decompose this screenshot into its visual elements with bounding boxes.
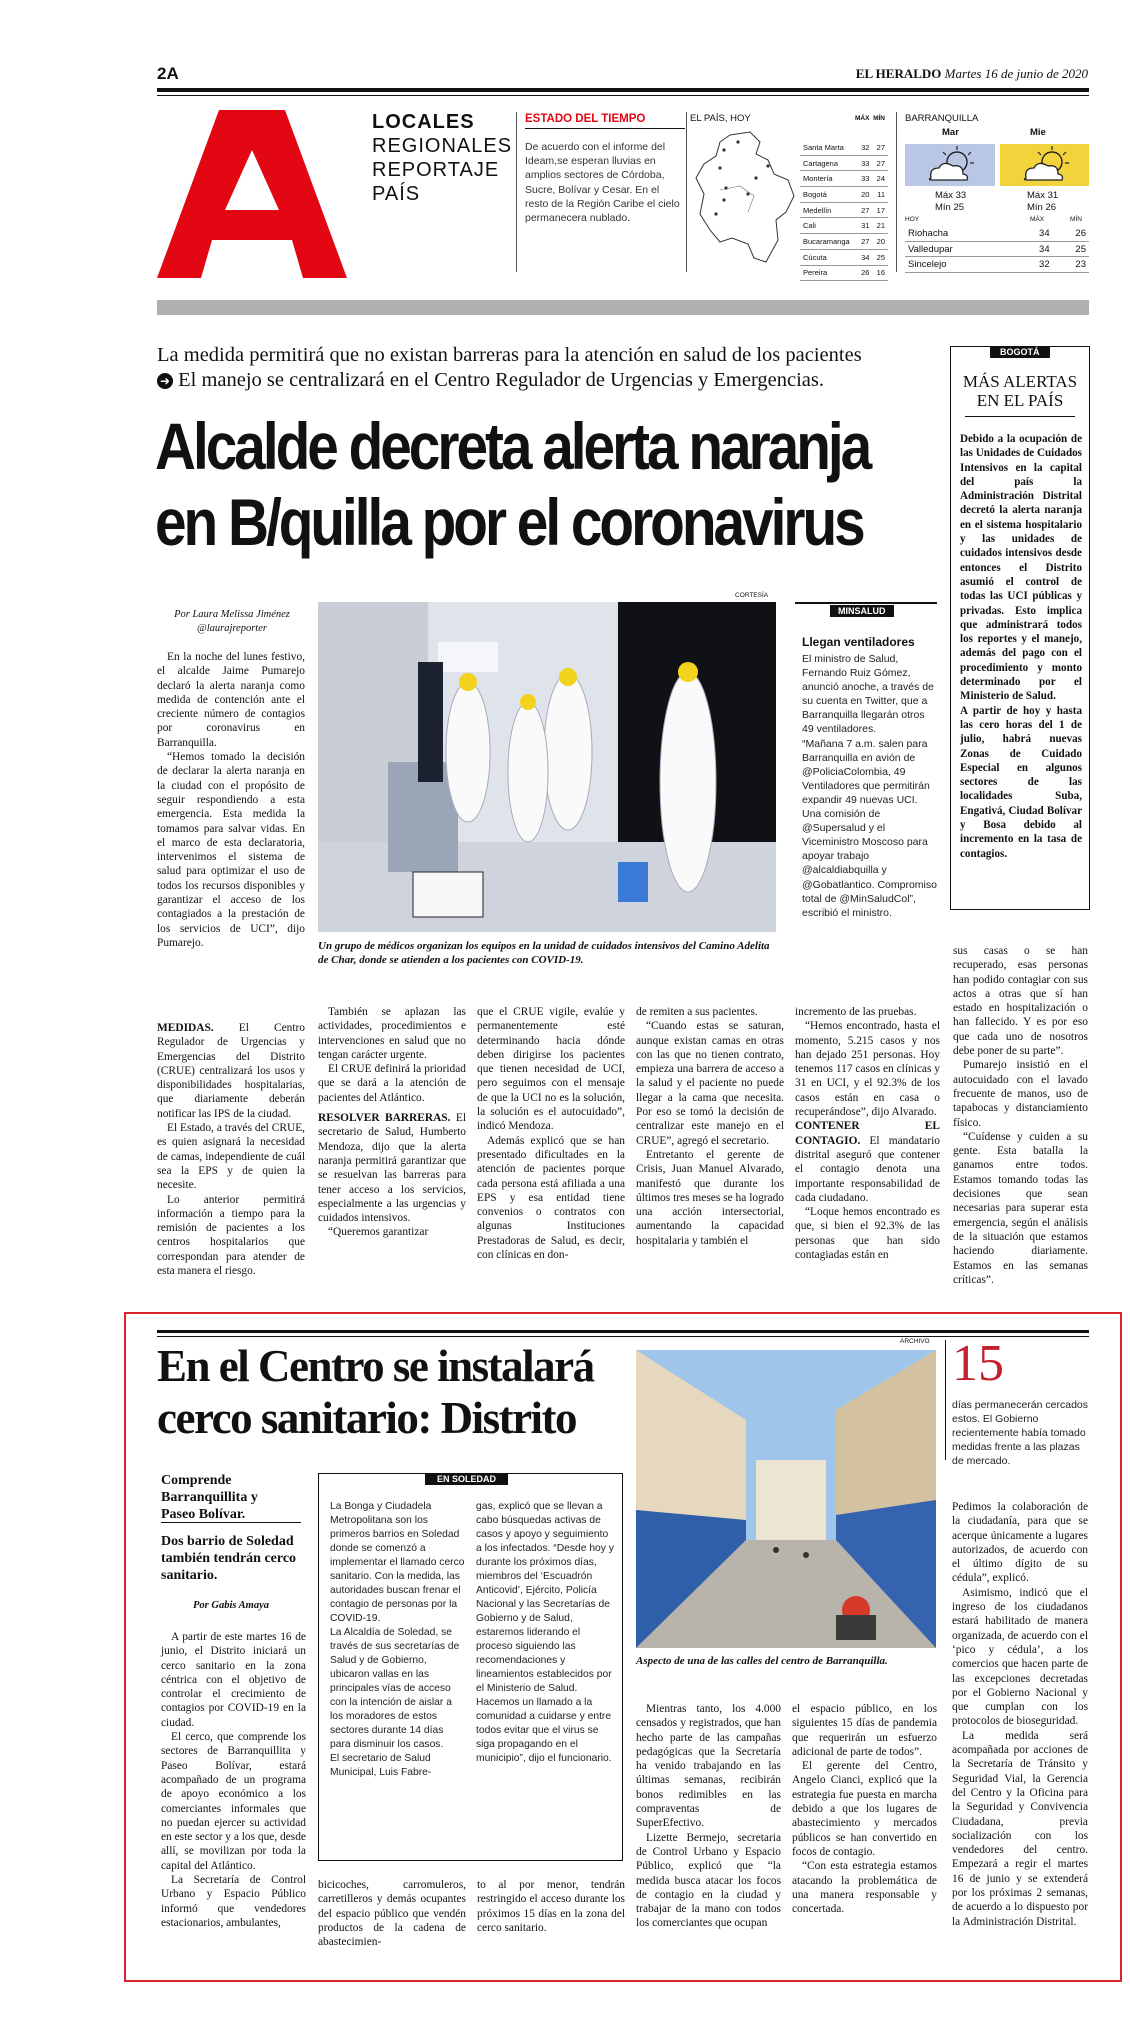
- main-col-1: [157, 650, 305, 950]
- min-temp: 11: [872, 187, 888, 203]
- bogota-body: [960, 432, 1082, 861]
- min-label: MÍN: [873, 115, 885, 122]
- bogota-title: [950, 372, 1090, 410]
- section-reportaje[interactable]: REPORTAJE: [372, 159, 500, 181]
- max-label: MÁX: [1030, 216, 1045, 223]
- weather-row: [800, 218, 888, 234]
- headline-line-2: cerco sanitario: Distrito: [157, 1393, 577, 1443]
- day2-min: Mín 26: [1027, 202, 1057, 213]
- para: Entretanto el gerente de Crisis, Juan Manuel Alvarado, manifestó que durante los últimos tres meses se ha logrado una acción intersectorial, aumentando la capacidad hospitalaria y también el: [636, 1148, 784, 1247]
- para: “Cuídense y cuiden a su gente. Esta batalla la ganamos entre todos. Estamos tomando todas las decisiones que sean necesarias para superar esta emergencia, según el análisis de la situación que estamos haciendo diariamente. Estamos en las semanas críticas”.: [953, 1130, 1088, 1286]
- max-temp: 34: [1016, 226, 1052, 241]
- min-temp: 24: [872, 171, 888, 187]
- byline: [162, 608, 302, 636]
- city-name: Pereira: [800, 265, 857, 281]
- minsalud-tag-rule: [795, 602, 937, 604]
- big-number-text: días permanecerán cercados estos. El Gobierno recientemente había tomado medidas frente a las plazas de mercado.: [952, 1399, 1088, 1467]
- para: El secretario de Salud Municipal, Luis Fabre-: [330, 1753, 432, 1778]
- country-title: EL PAÍS, HOY: [690, 113, 751, 124]
- section-pais[interactable]: PAÍS: [372, 183, 421, 205]
- colombia-map: [690, 130, 800, 270]
- main-col-4: [636, 1005, 784, 1248]
- second-top-rule-thin: [157, 1336, 1089, 1337]
- para: “Con esta estrategia estamos atacando la problemática de una manera responsable y concertada.: [792, 1860, 937, 1916]
- city-name: Montería: [800, 171, 857, 187]
- city-name: Valledupar: [905, 241, 1016, 257]
- para: La medida será acompañada por acciones de la Secretaría de Tránsito y Seguridad Vial, la Gerencia del Centro y la Oficina para la Seguridad y Convivencia Ciudadana, previa socialización con los vendedores del centro. Empezará a regir el martes 16 de junio y se extenderá por los próximas 2 semanas, de acuerdo a lo dispuesto por la Administración Distrital.: [952, 1729, 1088, 1928]
- para: “Queremos garantizar: [328, 1226, 429, 1239]
- para: El gerente del Centro, Angelo Cianci, explicó que la estrategia fue puesta en marcha debido a que los lugares de abastecimiento y mercados públicos se han convertido en focos de contagio.: [792, 1760, 937, 1858]
- max-temp: 33: [857, 155, 873, 171]
- para: Asimismo, indicó que el ingreso de los ciudadanos estará habilitado de manera organizada, de acuerdo con el ‘pico y cédula’, a los comercios que hacen parte de las excepciones decretadas por el Gobierno Nacional y que cumplan con los protocolos de bioseguridad.: [952, 1586, 1088, 1728]
- section-locales[interactable]: LOCALES: [372, 111, 475, 133]
- partly-cloudy-icon: [905, 144, 995, 186]
- para: incremento de las pruebas.: [795, 1006, 917, 1018]
- hoy-label: HOY: [905, 216, 920, 223]
- weather-row: [800, 249, 888, 265]
- min-temp: 17: [872, 202, 888, 218]
- kicker-2-text: El manejo se centralizará en el Centro Regulador de Urgencias y Emergencias.: [178, 369, 824, 391]
- sub-rule: [161, 1522, 301, 1523]
- icu-photo: [318, 602, 776, 932]
- para: Además explicó que se han presentado dificultades en la atención de pacientes porque cada persona está afiliada a una EPS y esa entidad tiene convenios o contratos con algunas Instituciones Prestadoras de Salud, es decir, con clínicas en don-: [477, 1134, 625, 1262]
- soledad-col-1: [330, 1500, 466, 1780]
- day1-max: Máx 33: [935, 190, 967, 201]
- min-temp: 26: [1053, 226, 1089, 241]
- second-sub-1: Comprende Barranquillita y Paseo Bolívar.: [161, 1473, 258, 1522]
- divider: [516, 112, 517, 272]
- min-temp: 25: [1053, 241, 1089, 257]
- byline-handle[interactable]: @laurajreporter: [197, 623, 267, 634]
- city-name: Bucaramanga: [800, 234, 857, 250]
- main-col-5: [795, 1005, 940, 1262]
- baq-day1-panel: [905, 144, 995, 186]
- baq-table-head: [905, 216, 1089, 223]
- weather-row: [800, 202, 888, 218]
- max-temp: 27: [857, 202, 873, 218]
- arrow-circle-icon: ➜: [157, 373, 173, 389]
- para: el espacio público, en los siguientes 15 días de pandemia que requerirán un esfuerzo adicional de parte de todos”.: [792, 1703, 937, 1758]
- city-name: Riohacha: [905, 226, 1016, 241]
- main-headline: [155, 408, 870, 560]
- big-number: 15: [952, 1335, 1004, 1392]
- min-temp: 25: [872, 249, 888, 265]
- weather-row: [800, 171, 888, 187]
- top-rule-thin: [157, 95, 1089, 96]
- para: Lo anterior permitirá información a tiempo para la remisión de pacientes a los centros hospitalarios que correspondan para atender de esta manera el riesgo.: [157, 1193, 305, 1278]
- para: A partir de este martes 16 de junio, el Distrito iniciará un cerco sanitario en la zona céntrica con el objetivo de controlar el crecimiento de contagios por COVID-19 en la ciudad.: [161, 1631, 306, 1729]
- bogota-title-1: MÁS ALERTAS: [962, 372, 1078, 391]
- min-temp: 23: [1053, 257, 1089, 273]
- paper-name: EL HERALDO: [855, 66, 942, 81]
- divider: [686, 112, 687, 272]
- main-photo: [318, 602, 776, 932]
- baq-day2: Mie: [1030, 127, 1046, 138]
- min-temp: 16: [872, 265, 888, 281]
- max-temp: 32: [857, 140, 873, 155]
- subhead: RESOLVER BARRERAS.: [318, 1112, 451, 1125]
- para: Pumarejo insistió en el autocuidado con el lavado frecuente de manos, uso de tapabocas y distanciamiento físico.: [953, 1059, 1088, 1129]
- photo-credit: CORTESÍA: [735, 592, 769, 599]
- date: Martes 16 de junio de 2020: [944, 66, 1088, 81]
- baq-day1: Mar: [942, 127, 959, 138]
- second-headline: [157, 1340, 637, 1444]
- para: El Estado, a través del CRUE, es quien asignará la necesidad de camas, independiente de cuál sea la EPS y de quien la necesite.: [157, 1122, 305, 1192]
- min-temp: 27: [872, 140, 888, 155]
- max-temp: 34: [1016, 241, 1052, 257]
- para-text: El Centro Regulador de Urgencias y Emergencias del Distrito (CRUE) centralizará los usos y disponibilidades hospitalarias, que diariamente deberán notificar las IPS de la ciudad.: [157, 1022, 305, 1120]
- kicker-1: La medida permitirá que no existan barreras para la atención en salud de los pacientes: [157, 344, 862, 366]
- day2-max: Máx 31: [1027, 190, 1059, 201]
- para: El cerco, que comprende los sectores de Barranquillita y Paseo Bolívar, estará acompañado de un programa de apoyo económico a los comerciantes informales que no puedan ejercer su actividad en este sector y a los que, desde allí, se movilizan por toda la capital del Atlántico.: [161, 1731, 306, 1872]
- partly-cloudy-icon: [1000, 144, 1089, 186]
- weather-row: [905, 257, 1089, 273]
- para: El CRUE definirá la prioridad que se dará a la atención de pacientes del Atlántico.: [318, 1063, 466, 1104]
- bogota-tag: BOGOTÁ: [990, 346, 1050, 358]
- max-temp: 20: [857, 187, 873, 203]
- main-col-6: [953, 944, 1088, 1287]
- weather-row: [800, 155, 888, 171]
- headline-line-2: en B/quilla por el coronavirus: [155, 485, 863, 559]
- city-name: Cartagena: [800, 155, 857, 171]
- main-col-1-bottom: [157, 1021, 305, 1278]
- para: La Alcaldía de Soledad, se través de sus secretarías de Salud y de Gobierno, ubicaron vallas en las principales vías de acceso con la intención de aislar a los moradores de estos sectores durante 14 días para disminuir los casos.: [330, 1627, 460, 1750]
- kicker-2: [157, 369, 927, 392]
- baq-day2-temps: [1027, 190, 1058, 214]
- second-col-5: [792, 1702, 937, 1916]
- para: La Secretaría de Control Urbano y Espacio Público informó que vendedores estacionarios, ambulantes,: [161, 1874, 306, 1929]
- para: to al por menor, tendrán restringido el acceso durante los próximos 15 días en la zona del cerco sanitario.: [477, 1879, 625, 1934]
- section-regionales[interactable]: REGIONALES: [372, 135, 513, 157]
- weather-title: ESTADO DEL TIEMPO: [525, 113, 646, 125]
- min-temp: 20: [872, 234, 888, 250]
- para: El ministro de Salud, Fernando Ruiz Gómez, anunció anoche, a través de su cuenta en Twitter, que a Barranquilla llegarán otros 49 ventiladores.: [802, 653, 934, 736]
- para: sus casas o se han recuperado, esas personas han podido contagiar con sus actos a otras que sí han estado en hospitalización o han fallecido. Y es por eso que cada uno de nosotros debe poner de su parte”.: [953, 945, 1088, 1058]
- country-table-head: [855, 115, 885, 122]
- main-col-3: [477, 1005, 625, 1262]
- para: También se aplazan las actividades, procedimientos e intervenciones en salud que no tengan carácter urgente.: [318, 1006, 466, 1061]
- para: “Mañana 7 a.m. salen para Barranquilla en avión de @PoliciaColombia, 49 Ventiladores que permitirán expandir 49 nuevas UCI. Una comisión de @Supersalud y el Viceministro Moscoso para apoyar trabajo @alcaldiabquilla y @Gobatlantico. Compromiso total de @MinSaludCol”, escribió el ministro.: [802, 737, 937, 919]
- para-text: El secretario de Salud, Humberto Mendoza, dijo que la alerta naranja permitirá garantizar que se resuelvan las barreras para tener acceso a los servicios, especialmente a las urgencias y cuidados intensivos.: [318, 1112, 466, 1225]
- weather-row: [800, 234, 888, 250]
- weather-row: [800, 140, 888, 155]
- minsalud-body: [802, 652, 939, 920]
- country-weather-table: [800, 140, 888, 281]
- main-col-2: [318, 1005, 466, 1240]
- big-number-rule: [945, 1340, 946, 1460]
- para: bicicoches, carromuleros, carretilleros y demás ocupantes del espacio público que vendén productos de la cadena de abastecimien-: [318, 1879, 466, 1949]
- minsalud-tag: MINSALUD: [830, 605, 894, 617]
- max-temp: 31: [857, 218, 873, 234]
- second-col-6: [952, 1500, 1088, 1929]
- second-byline: Por Gabis Amaya: [192, 1600, 270, 1611]
- section-logo-a: [157, 110, 347, 278]
- para: A partir de hoy y hasta las cero horas del 1 de julio, habrá nuevas Zonas de Cuidado Especial en algunos sectores de las localidades Suba, Engativá, Ciudad Bolívar y Bosa debido al incremento en la tasa de contagios.: [960, 704, 1082, 860]
- baq-day2-panel: [1000, 144, 1089, 186]
- baq-weather-table: [905, 226, 1089, 273]
- section-list: [372, 110, 512, 206]
- street-photo: [636, 1350, 936, 1648]
- divider: [896, 112, 897, 272]
- baq-title: BARRANQUILLA: [905, 113, 979, 124]
- weather-row: [905, 241, 1089, 257]
- city-name: Cali: [800, 218, 857, 234]
- baq-day1-temps: [935, 190, 966, 214]
- byline-author: Por Laura Melissa Jiménez: [174, 609, 290, 620]
- bogota-title-2: EN EL PAÍS: [976, 391, 1064, 410]
- para: “Loque hemos encontrado es que, si bien el 92.3% de las personas que han sido contagiadas están en: [795, 1206, 940, 1262]
- weather-text: De acuerdo con el informe del Ideam,se esperan lluvias en amplios sectores de Córdoba, Sucre, Bolívar y Cesar. En el resto de la Región Caribe el cielo permanecera nublado.: [525, 141, 680, 225]
- second-col-4: [636, 1702, 781, 1931]
- para: Debido a la ocupación de las Unidades de Cuidados Intensivos en la capital del país la Administración Distrital decretó la alerta naranja en el sistema hospitalario y las unidades de cuidados intensivos desde entonces el Distrito asumió el control de todas las UCI públicas y privadas. Esto implica que administrará todos los reportes y el manejo, además del pago con el procedimiento y monto determinado por el Ministerio de Salud.: [960, 433, 1082, 703]
- max-temp: 34: [857, 249, 873, 265]
- min-label: MÍN: [1070, 216, 1082, 223]
- city-name: Sincelejo: [905, 257, 1016, 273]
- city-name: Medellín: [800, 202, 857, 218]
- soledad-tag: EN SOLEDAD: [425, 1473, 508, 1485]
- city-name: Bogotá: [800, 187, 857, 203]
- min-temp: 21: [872, 218, 888, 234]
- para: que el CRUE vigile, evalúe y permanentemente esté determinando hacia dónde deben dirigirse los pacientes que tienen necesidad de UCI, pero seguimos con el mensaje de que la UCI no es la solución, la solución es el autocuidado”, indicó Mendoza.: [477, 1006, 625, 1133]
- photo-caption: Un grupo de médicos organizan los equipos en la unidad de cuidados intensivos del Camino Adelita de Char, donde se atienden a los pacientes con COVID-19.: [318, 940, 770, 966]
- page-number: 2A: [157, 64, 179, 83]
- weather-underline: [525, 128, 685, 129]
- max-label: MÁX: [855, 115, 870, 122]
- weather-row: [905, 226, 1089, 241]
- city-name: Cúcuta: [800, 249, 857, 265]
- masthead-date: [856, 66, 1088, 82]
- second-photo-credit: ARCHIVO: [900, 1338, 930, 1345]
- para: Pedimos la colaboración de la ciudadanía, para que se acerque únicamente a lugares autorizados, de acuerdo con el último dígito de su cédula”, explicó.: [952, 1501, 1088, 1585]
- day1-min: Mín 25: [935, 202, 965, 213]
- top-rule: [157, 88, 1089, 92]
- para-text: El mandatario distrital aseguró que contener el contagio denota una importante responsabilidad de cada ciudadano.: [795, 1134, 940, 1204]
- para: “Hemos encontrado, hasta el momento, 5.215 casos y nos han dejado 251 personas. Hoy tenemos 117 casos en clínicas y 31 en UCI, y el 92.3% de los casos están en casa o recuperándose”, dijo Alvarado.: [795, 1020, 940, 1119]
- max-temp: 33: [857, 171, 873, 187]
- para: “Hemos tomado la decisión de declarar la alerta naranja en la ciudad con el propósito de seguir respondiendo a esta emergencia. Esta medida la tomamos para salvar vidas. En el marco de esta declaratoria, intervenimos el sistema de salud para optimizar el uso de todos los recursos disponibles y garantizar el acceso de los contagiados a la prestación de los servicios de UCI”, dijo Pumarejo.: [157, 751, 305, 949]
- para: “Cuando estas se saturan, aunque existan camas en otras con las que no tienen contrato, empieza una barrera de acceso a la salud y el paciente no puede llegar a la cama que necesita. Por eso se tomó la decisión de centralizar este manejo en el CRUE”, agregó el secretario.: [636, 1020, 784, 1147]
- para: Mientras tanto, los 4.000 censados y registrados, que han hecho parte de las campañas pedagógicas que la Secretaría ha venido trabajando en las últimas semanas, recibirán bonos redimibles en las compraventas de SuperEfectivo.: [636, 1703, 781, 1830]
- min-temp: 27: [872, 155, 888, 171]
- max-temp: 27: [857, 234, 873, 250]
- second-sub-2: Dos barrio de Soledad también tendrán cerco sanitario.: [161, 1534, 297, 1583]
- para: de remiten a sus pacientes.: [636, 1006, 758, 1018]
- para: gas, explicó que se llevan a cabo búsquedas activas de casos y apoyo y seguimiento a los infectados. “Desde hoy y durante los próximos días, miembros del ‘Escuadrón Anticovid’, Ejército, Policía Nacional y las Secretarías de Gobierno y de Salud, estaremos liderando el proceso siguiendo las recomendaciones y lineamientos establecidos por el Ministerio de Salud. Hacemos un llamado a la comunidad a cuidarse y entre todos evitar que el virus se siga propagando en el municipio”, dijo el funcionario.: [476, 1501, 614, 1764]
- minsalud-title: Llegan ventiladores: [802, 635, 915, 649]
- max-temp: 32: [1016, 257, 1052, 273]
- bogota-rule: [965, 416, 1075, 417]
- subhead: MEDIDAS.: [157, 1022, 214, 1034]
- headline-line-1: Alcalde decreta alerta naranja: [155, 409, 870, 483]
- city-name: Santa Marta: [800, 140, 857, 155]
- para: En la noche del lunes festivo, el alcalde Jaime Pumarejo declaró la alerta naranja como medida de contención ante el creciente número de contagios por coronavirus en Barranquilla.: [157, 651, 305, 749]
- weather-row: [800, 187, 888, 203]
- headline-line-1: En el Centro se instalará: [157, 1341, 594, 1391]
- subhead: CONTENER EL CONTAGIO.: [795, 1120, 940, 1147]
- second-caption: Aspecto de una de las calles del centro de Barranquilla.: [636, 1655, 888, 1667]
- gray-bar: [157, 300, 1089, 315]
- max-temp: 26: [857, 265, 873, 281]
- second-photo: [636, 1350, 936, 1648]
- second-top-rule: [157, 1330, 1089, 1333]
- second-col-1: [161, 1630, 306, 1930]
- second-col-3: [477, 1878, 625, 1935]
- second-col-2: [318, 1878, 466, 1949]
- soledad-col-2: [476, 1500, 614, 1766]
- weather-row: [800, 265, 888, 281]
- para: La Bonga y Ciudadela Metropolitana son los primeros barrios en Soledad donde se comenzó a implementar el llamado cerco sanitario. Con la medida, las autoridades buscan frenar el contagio de personas por la COVID-19.: [330, 1501, 465, 1624]
- para: Lizette Bermejo, secretaria de Control Urbano y Espacio Público, explicó que “la medida busca atacar los focos de contagio en la ciudad y trabajar de la mano con todos los comerciantes que ocupan: [636, 1831, 781, 1930]
